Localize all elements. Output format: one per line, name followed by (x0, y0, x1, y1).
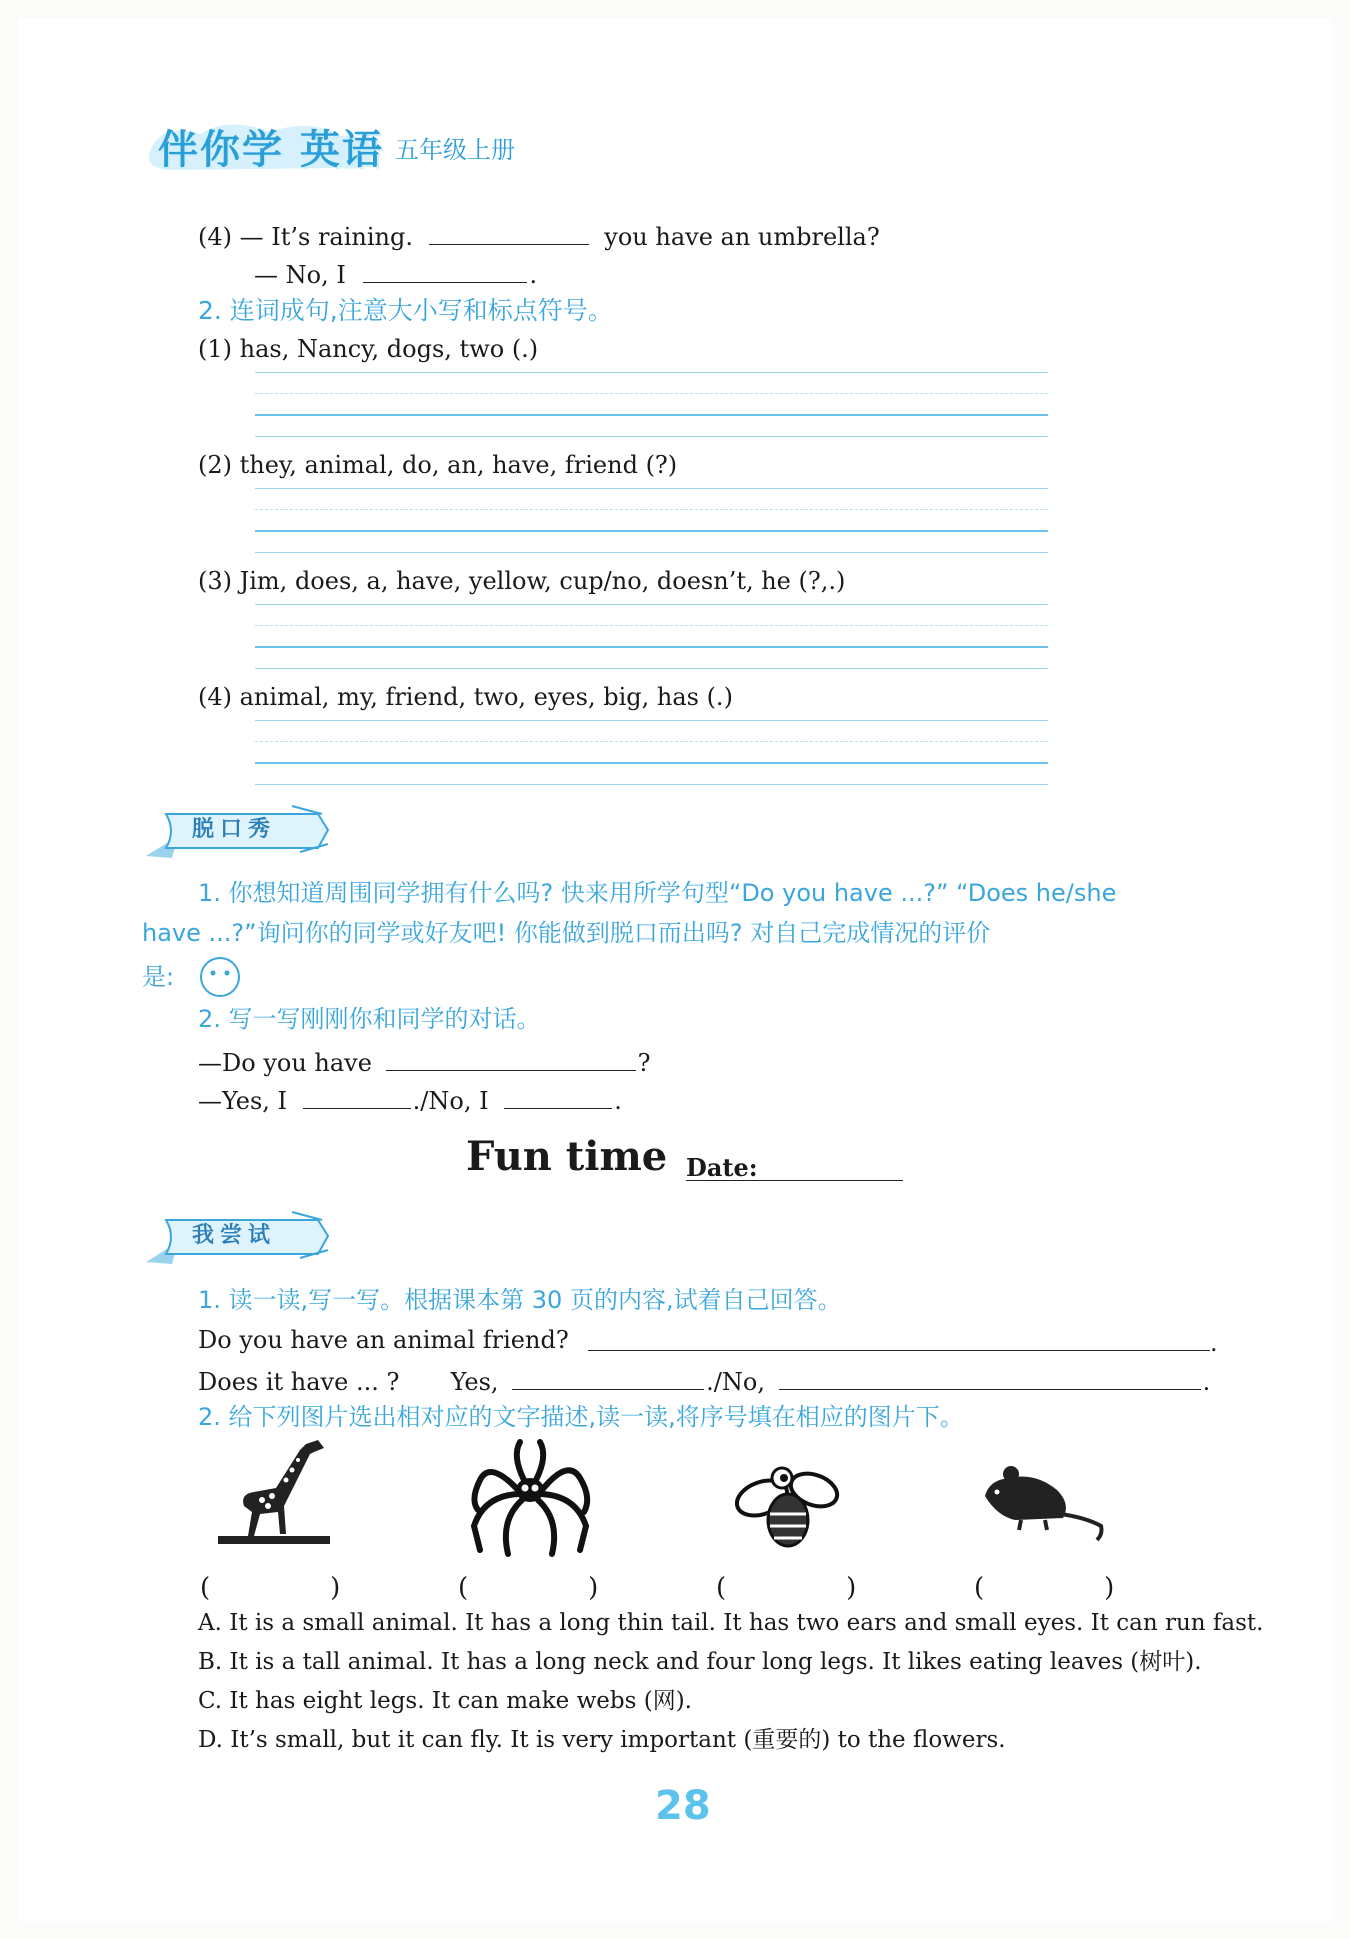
writing-line[interactable] (255, 604, 1048, 605)
talk-q1-line1: 1. 你想知道周围同学拥有什么吗? 快来用所学句型“Do you have ...?” “Does he/she (198, 879, 1117, 907)
try-q1-answer1: . (588, 1328, 1218, 1355)
sentence-item: (3) Jim, does, a, have, yellow, cup/no, doesn’t, he (?,.) (198, 567, 846, 595)
answer-blank[interactable] (779, 1367, 1201, 1390)
part2-heading: 2. 连词成句,注意大小写和标点符号。 (198, 296, 613, 325)
answer-blank[interactable] (588, 1328, 1210, 1351)
q4-line2: — No, I . (254, 261, 538, 289)
try-q1-line2: Does it have ... ? Yes, ./No, . (198, 1368, 1211, 1396)
option-a: A. It is a small animal. It has a long thin tail. It has two ears and small eyes. It can run fast. (198, 1610, 1264, 1636)
picture-answer-1[interactable]: ( ) (200, 1573, 341, 1603)
option-b: B. It is a tall animal. It has a long neck and four long legs. It likes eating leaves (树叶). (198, 1649, 1202, 1675)
writing-line[interactable] (255, 414, 1048, 416)
writing-line[interactable] (255, 488, 1048, 489)
section-banner-try: 我尝试 (192, 1223, 277, 1248)
answer-blank[interactable] (429, 222, 589, 245)
bee-icon (728, 1448, 848, 1558)
try-q2-heading: 2. 给下列图片选出相对应的文字描述,读一读,将序号填在相应的图片下。 (198, 1403, 964, 1431)
fun-time-title: Fun time (466, 1133, 668, 1180)
section-banner-talk: 脱口秀 (192, 817, 277, 842)
option-c: C. It has eight legs. It can make webs (网). (198, 1688, 692, 1714)
mouse-icon (975, 1460, 1115, 1550)
picture-answer-3[interactable]: ( ) (716, 1573, 857, 1603)
dialog-line-2: —Yes, I ./No, I . (198, 1087, 622, 1115)
writing-line[interactable] (255, 668, 1048, 669)
smiley-face-icon[interactable] (198, 955, 242, 999)
logo-title: 伴你学 英语 (158, 127, 384, 173)
giraffe-icon (214, 1436, 334, 1556)
answer-blank[interactable] (512, 1367, 704, 1390)
sentence-item: (1) has, Nancy, dogs, two (.) (198, 335, 539, 363)
dialog-line-1: —Do you have ? (198, 1049, 651, 1077)
spider-icon (460, 1430, 600, 1560)
writing-line[interactable] (255, 720, 1048, 721)
try-q1-heading: 1. 读一读,写一写。根据课本第 30 页的内容,试着自己回答。 (198, 1286, 842, 1314)
try-q1-line1: Do you have an animal friend? (198, 1326, 569, 1354)
writing-line[interactable] (255, 646, 1048, 648)
answer-blank[interactable] (386, 1048, 636, 1071)
book-subtitle: 五年级上册 (395, 136, 515, 164)
writing-line[interactable] (255, 762, 1048, 764)
writing-line[interactable] (255, 372, 1048, 373)
writing-line[interactable] (255, 393, 1048, 394)
date-field[interactable] (686, 1180, 903, 1181)
talk-q1-line2: have ...?”询问你的同学或好友吧! 你能做到脱口而出吗? 对自己完成情况的评价 (142, 919, 991, 947)
q4-line1: (4) — It’s raining. you have an umbrella? (198, 223, 880, 251)
talk-q1-line3: 是: (142, 963, 175, 991)
writing-line[interactable] (255, 530, 1048, 532)
picture-answer-2[interactable]: ( ) (458, 1573, 599, 1603)
answer-blank[interactable] (504, 1086, 612, 1109)
page-number: 28 (655, 1783, 711, 1829)
answer-blank[interactable] (303, 1086, 411, 1109)
writing-line[interactable] (255, 625, 1048, 626)
talk-q2-heading: 2. 写一写刚刚你和同学的对话。 (198, 1005, 541, 1033)
writing-line[interactable] (255, 741, 1048, 742)
picture-answer-4[interactable]: ( ) (974, 1573, 1115, 1603)
writing-line[interactable] (255, 552, 1048, 553)
sentence-item: (2) they, animal, do, an, have, friend (?) (198, 451, 678, 479)
writing-line[interactable] (255, 784, 1048, 785)
option-d: D. It’s small, but it can fly. It is very important (重要的) to the flowers. (198, 1727, 1006, 1753)
answer-blank[interactable] (363, 260, 527, 283)
sentence-item: (4) animal, my, friend, two, eyes, big, has (.) (198, 683, 733, 711)
writing-line[interactable] (255, 436, 1048, 437)
date-label: Date: (686, 1153, 758, 1182)
writing-line[interactable] (255, 509, 1048, 510)
